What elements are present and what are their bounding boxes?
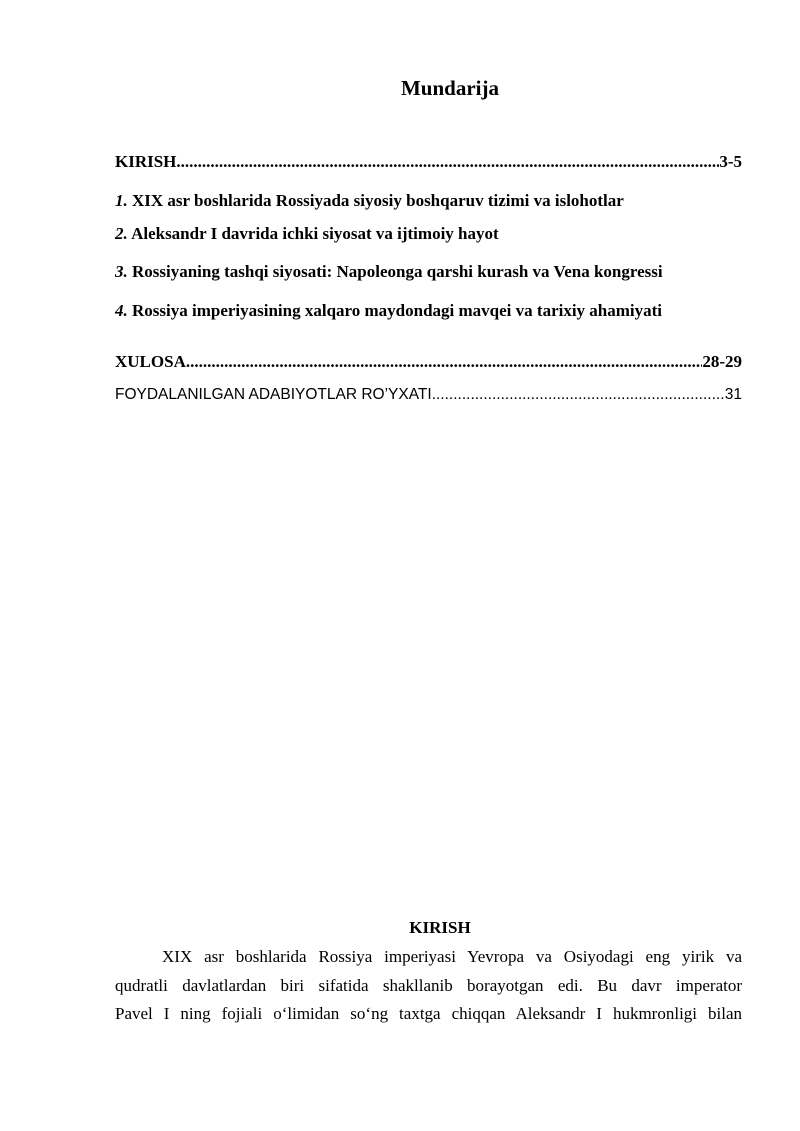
toc-item-text: Rossiya imperiyasining xalqaro maydondagi mavqei va tarixiy ahamiyati: [132, 301, 663, 320]
toc-entry-label: KIRISH: [115, 152, 177, 171]
toc-entry-page: 28-29: [702, 352, 742, 371]
body-paragraph: [115, 943, 742, 1029]
toc-entry-intro[interactable]: [115, 152, 742, 172]
toc-item-number: 3.: [115, 262, 128, 281]
paragraph-line: XIX asr boshlarida Rossiya imperiyasi Yevropa va Osiyodagi eng yirik va: [162, 947, 742, 966]
toc-leader-dots: [186, 352, 702, 372]
toc-entry-label: XULOSA: [115, 352, 186, 371]
toc-item-text: Aleksandr I davrida ichki siyosat va ijtimoiy hayot: [131, 224, 499, 243]
toc-entry-label: FOYDALANILGAN ADABIYOTLAR RO’YXATI: [115, 386, 432, 403]
toc-item-number: 1.: [115, 191, 128, 210]
toc-item-number: 4.: [115, 301, 128, 320]
toc-item-text: Rossiyaning tashqi siyosati: Napoleonga qarshi kurash va Vena kongressi: [132, 262, 663, 281]
toc-entry-page: 3-5: [719, 152, 742, 171]
paragraph-line: Pavel I ning fojiali o‘limidan so‘ng taxtga chiqqan Aleksandr I hukmronligi bilan: [115, 1004, 742, 1023]
toc-leader-dots: [432, 386, 725, 404]
toc-item-3[interactable]: [115, 262, 755, 282]
toc-item-4[interactable]: [115, 301, 755, 321]
toc-entry-references[interactable]: [115, 386, 742, 404]
toc-item-text: XIX asr boshlarida Rossiyada siyosiy boshqaruv tizimi va islohotlar: [132, 191, 624, 210]
toc-entry-page: 31: [724, 386, 742, 403]
toc-item-number: 2.: [115, 224, 128, 243]
toc-entry-conclusion[interactable]: [115, 352, 742, 372]
toc-leader-dots: [176, 152, 719, 172]
toc-item-1[interactable]: [115, 191, 755, 211]
toc-item-2[interactable]: [115, 224, 755, 244]
toc-title: Mundarija: [400, 76, 499, 100]
section-heading: KIRISH: [409, 918, 471, 937]
paragraph-line: qudratli davlatlardan biri sifatida shakllanib borayotgan edi. Bu davr imperator: [115, 975, 742, 995]
